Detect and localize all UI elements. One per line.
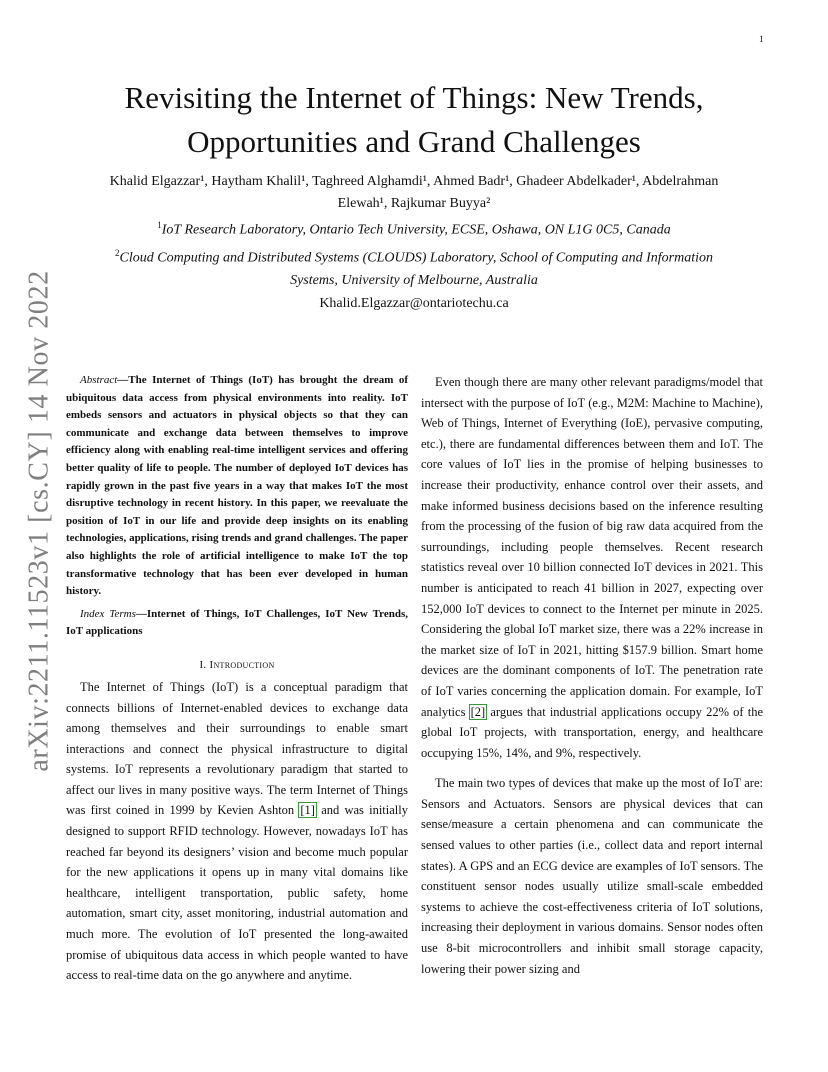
right-paragraph-1: [421, 372, 763, 763]
section-heading-introduction: I. Introduction: [199, 658, 275, 671]
title-line-1: Revisiting the Internet of Things: New Trends,: [124, 80, 704, 115]
paper-title: [60, 76, 768, 164]
page-number: 1: [759, 34, 764, 44]
affiliation-2-line-1: Cloud Computing and Distributed Systems (CLOUDS) Laboratory, School of Computing and Information: [119, 250, 713, 266]
affiliation-2: [60, 242, 768, 293]
arxiv-identifier-text: arXiv:2211.11523v1 [cs.CY] 14 Nov 2022: [24, 270, 55, 772]
citation-link-2[interactable]: [2]: [470, 704, 486, 719]
intro-paragraph-1-part-a: The Internet of Things (IoT) is a conceptual paradigm that connects billions of Internet-enabled devices to exchange data among themselves and their surroundings to enable smart interactions and connect the physical infrastructure to digital systems. IoT represents a revolutionary paradigm that started to affect our lives in many positive ways. The term Internet of Things was first coined in 1999 by Kevien Ashton: [66, 679, 408, 818]
affiliation-1-mark: 1: [157, 220, 162, 230]
contact-email[interactable]: Khalid.Elgazzar@ontariotechu.ca: [319, 296, 509, 312]
title-line-2: Opportunities and Grand Challenges: [187, 124, 641, 159]
right-paragraph-1-part-b: argues that industrial applications occupy 22% of the global IoT projects, with transportation, energy, and healthcare occupying 15%, 14%, and 9%, respectively.: [421, 704, 763, 760]
arxiv-identifier-stamp: [20, 270, 60, 772]
affiliation-1: [60, 214, 768, 242]
authors-line-1: Khalid Elgazzar¹, Haytham Khalil¹, Taghreed Alghamdi¹, Ahmed Badr¹, Ghadeer Abdelkader¹, Abdelrahman: [109, 174, 719, 189]
affiliation-2-mark: 2: [115, 247, 120, 258]
right-column: [421, 372, 763, 979]
abstract-label: Abstract: [80, 374, 118, 386]
index-terms: [66, 606, 408, 641]
paper-header: [60, 76, 768, 315]
right-paragraph-2: The main two types of devices that make up the most of IoT are: Sensors and Actuators. Sensors are physical devices that can sense/measure a certain phenomena and can communicate the sensed values to other parties (i.e., collect data and report internal states). A GPS and an ECG device are examples of IoT sensors. The constituent sensor nodes usually utilize small-scale embedded systems to achieve the cost-effectiveness criteria of IoT solutions, increasing their deployment in various domains. Sensor nodes often use 8-bit microcontrollers and inhibit small storage capacity, lowering their power sizing and: [421, 776, 763, 976]
author-list: [60, 171, 768, 214]
affiliation-1-text: IoT Research Laboratory, Ontario Tech University, ECSE, Oshawa, ON L1G 0C5, Canada: [161, 222, 671, 238]
index-terms-label: Index Terms: [80, 607, 136, 620]
intro-paragraph-1-part-b: and was initially designed to support RFID technology. However, nowadays IoT has reached far beyond its designers’ vision and become much popular for the new applications it opens up in many vital domains like healthcare, intelligent transportation, public safety, home automation, smart city, asset monitoring, industrial automation and much more. The evolution of IoT presented the long-awaited promise of ubiquitous data access in which people wanted to have access to real-time data on the go anywhere and anytime.: [66, 803, 408, 983]
citation-link-1[interactable]: [1]: [300, 803, 315, 818]
intro-paragraph-1: [66, 677, 408, 986]
affiliation-2-line-2: Systems, University of Melbourne, Australia: [290, 273, 538, 289]
abstract-text: —The Internet of Things (IoT) has brought the dream of ubiquitous data access from physical environments into reality. IoT embeds sensors and actuators in physical objects so that they can communicate and exchange data between themselves to improve efficiency along with enabling real-time intelligent services and offering better quality of life to people. The number of deployed IoT devices has rapidly grown in the past five years in a way that makes IoT the most disruptive technology in recent history. In this paper, we reevaluate the position of IoT in our life and provide deep insights on its enabling technologies, applications, rising trends and grand challenges. The paper also highlights the role of artificial intelligence to make IoT the top transformative technology that has been ever developed in human history.: [66, 374, 408, 598]
left-column: [66, 372, 408, 986]
right-paragraph-1-part-a: Even though there are many other relevant paradigms/model that intersect with the purpose of IoT (e.g., M2M: Machine to Machine), Web of Things, Internet of Everything (IoE), pervasive computing, etc.), there are fundamental differences between them and IoT. The core values of IoT lies in the promise of helping businesses to increase their productivity, enhance control over their assets, and make informed business decisions based on the inference resulting from the processing of the fusion of big raw data acquired from the surroundings, including people themselves. Recent research statistics reveal over 10 billion connected IoT devices in 2021. This number is anticipated to reach 41 billion in 2027, expecting over 152,000 IoT devices to connect to the Internet per minute in 2025. Considering the global IoT market size, there was a 22% increase in the market size of IoT in 2021, hitting $157.9 billion. Smart home devices are the dominant components of IoT. The penetration rate of IoT varies concerning the application domain. For example, IoT analytics: [421, 375, 763, 719]
abstract: [66, 372, 408, 601]
index-terms-text: —Internet of Things, IoT Challenges, IoT New Trends, IoT applications: [66, 607, 408, 638]
authors-line-2: Elewah¹, Rajkumar Buyya²: [337, 195, 491, 211]
